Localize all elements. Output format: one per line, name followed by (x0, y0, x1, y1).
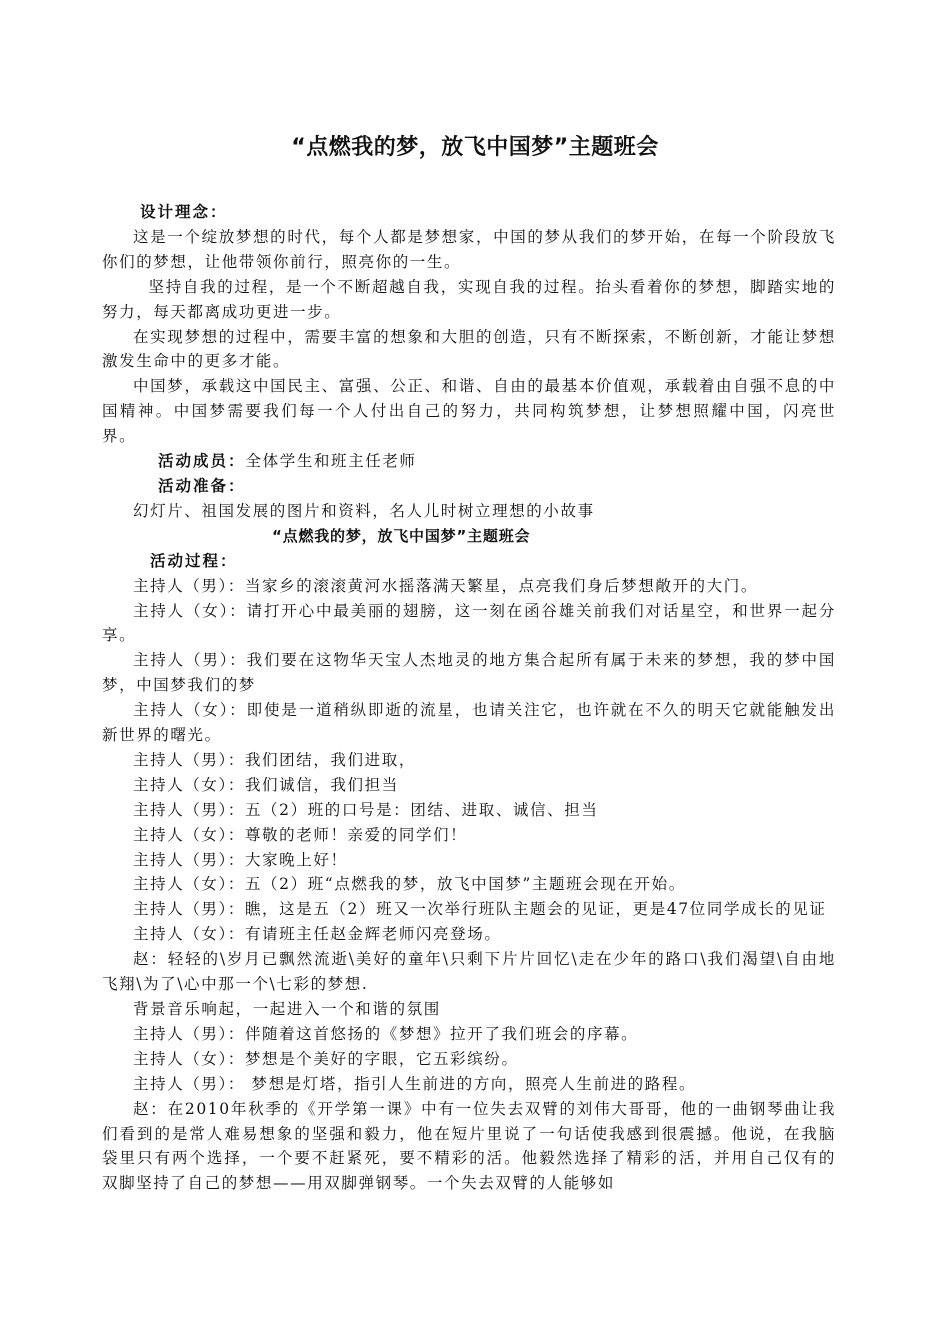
process-paragraph: 背景音乐响起，一起进入一个和谐的氛围 (133, 1000, 441, 1018)
process-paragraph: 主持人（男）：瞧，这是五（2）班又一次举行班队主题会的见证，更是47位同学成长的见证 (133, 900, 827, 919)
activity-preparation-text: 幻灯片、祖国发展的图片和资料，名人儿时树立理想的小故事 (133, 501, 595, 520)
design-paragraph: 在实现梦想的过程中，需要丰富的想象和大胆的创造，只有不断探索，不断创新，才能让梦想激发生命中的更多才能。 (102, 327, 836, 371)
activity-members-value: 全体学生和班主任老师 (245, 452, 417, 471)
section-subtitle: “点燃我的梦，放飞中国梦”主题班会 (272, 526, 531, 545)
process-paragraph: 赵：轻轻的\岁月已飘然流逝\美好的童年\只剩下片片回忆\走在少年的路口\我们渴望\自由地飞翔\为了\心中那一个\七彩的梦想. (102, 950, 836, 994)
process-paragraph: 主持人（女）：五（2）班“点燃我的梦，放飞中国梦”主题班会现在开始。 (133, 875, 686, 894)
activity-process-heading: 活动过程： (150, 551, 238, 570)
process-paragraph: 主持人（男）：伴随着这首悠扬的《梦想》拉开了我们班会的序幕。 (133, 1024, 639, 1043)
process-paragraph: 主持人（女）：尊敬的老师！亲爱的同学们！ (133, 825, 468, 844)
document-title: “点燃我的梦，放飞中国梦”主题班会 (291, 135, 659, 160)
design-paragraph: 坚持自我的过程，是一个不断超越自我，实现自我的过程。抬头看着你的梦想，脚踏实地的努力，每天都离成功更进一步。 (102, 277, 836, 321)
design-paragraph: 这是一个绽放梦想的时代，每个人都是梦想家，中国的梦从我们的梦开始，在每一个阶段放飞你们的梦想，让他带领你前行，照亮你的一生。 (102, 227, 836, 271)
process-paragraph: 主持人（男）：我们团结，我们进取， (133, 750, 416, 769)
activity-preparation-heading: 活动准备： (158, 476, 246, 495)
activity-members-label: 活动成员： (158, 452, 246, 471)
design-concept-heading: 设计理念： (140, 203, 228, 221)
process-paragraph: 主持人（男）： 梦想是灯塔，指引人生前进的方向，照亮人生前进的路程。 (133, 1074, 697, 1093)
design-paragraph: 中国梦，承载这中国民主、富强、公正、和谐、自由的最基本价值观，承载着由自强不息的中国精神。中国梦需要我们每一个人付出自己的努力，共同构筑梦想，让梦想照耀中国，闪亮世界。 (102, 377, 836, 446)
process-paragraph: 主持人（女）：我们诚信，我们担当 (133, 775, 399, 794)
process-paragraph: 主持人（女）：即使是一道稍纵即逝的流星，也请关注它，也许就在不久的明天它就能触发出新世界的曙光。 (102, 701, 836, 745)
document-body (102, 200, 836, 1196)
process-paragraph: 主持人（男）：大家晚上好！ (133, 850, 348, 869)
process-paragraph: 主持人（女）：有请班主任赵金辉老师闪亮登场。 (133, 925, 502, 944)
process-paragraph: 赵：在2010年秋季的《开学第一课》中有一位失去双臂的刘伟大哥哥，他的一曲钢琴曲让我们看到的是常人难易想象的坚强和毅力，他在短片里说了一句话使我感到很震撼。他说，在我脑袋里只有两个选择，一个要不赶紧死，要不精彩的活。他毅然选择了精彩的活，并用自己仅有的双脚坚持了自己的梦想——用双脚弹钢琴。一个失去双臂的人能够如 (102, 1099, 836, 1193)
process-paragraph: 主持人（女）：梦想是个美好的字眼，它五彩缤纷。 (133, 1049, 519, 1068)
process-paragraph: 主持人（女）：请打开心中最美丽的翅膀，这一刻在函谷雄关前我们对话星空，和世界一起分享。 (102, 601, 836, 645)
process-paragraph: 主持人（男）：我们要在这物华天宝人杰地灵的地方集合起所有属于未来的梦想，我的梦中国梦，中国梦我们的梦 (102, 651, 836, 695)
process-paragraph: 主持人（男）：五（2）班的口号是：团结、进取、诚信、担当 (133, 800, 599, 819)
activity-members-line (102, 449, 836, 474)
process-paragraph: 主持人（男）：当家乡的滚滚黄河水摇落满天繁星，点亮我们身后梦想敞开的大门。 (133, 576, 758, 595)
